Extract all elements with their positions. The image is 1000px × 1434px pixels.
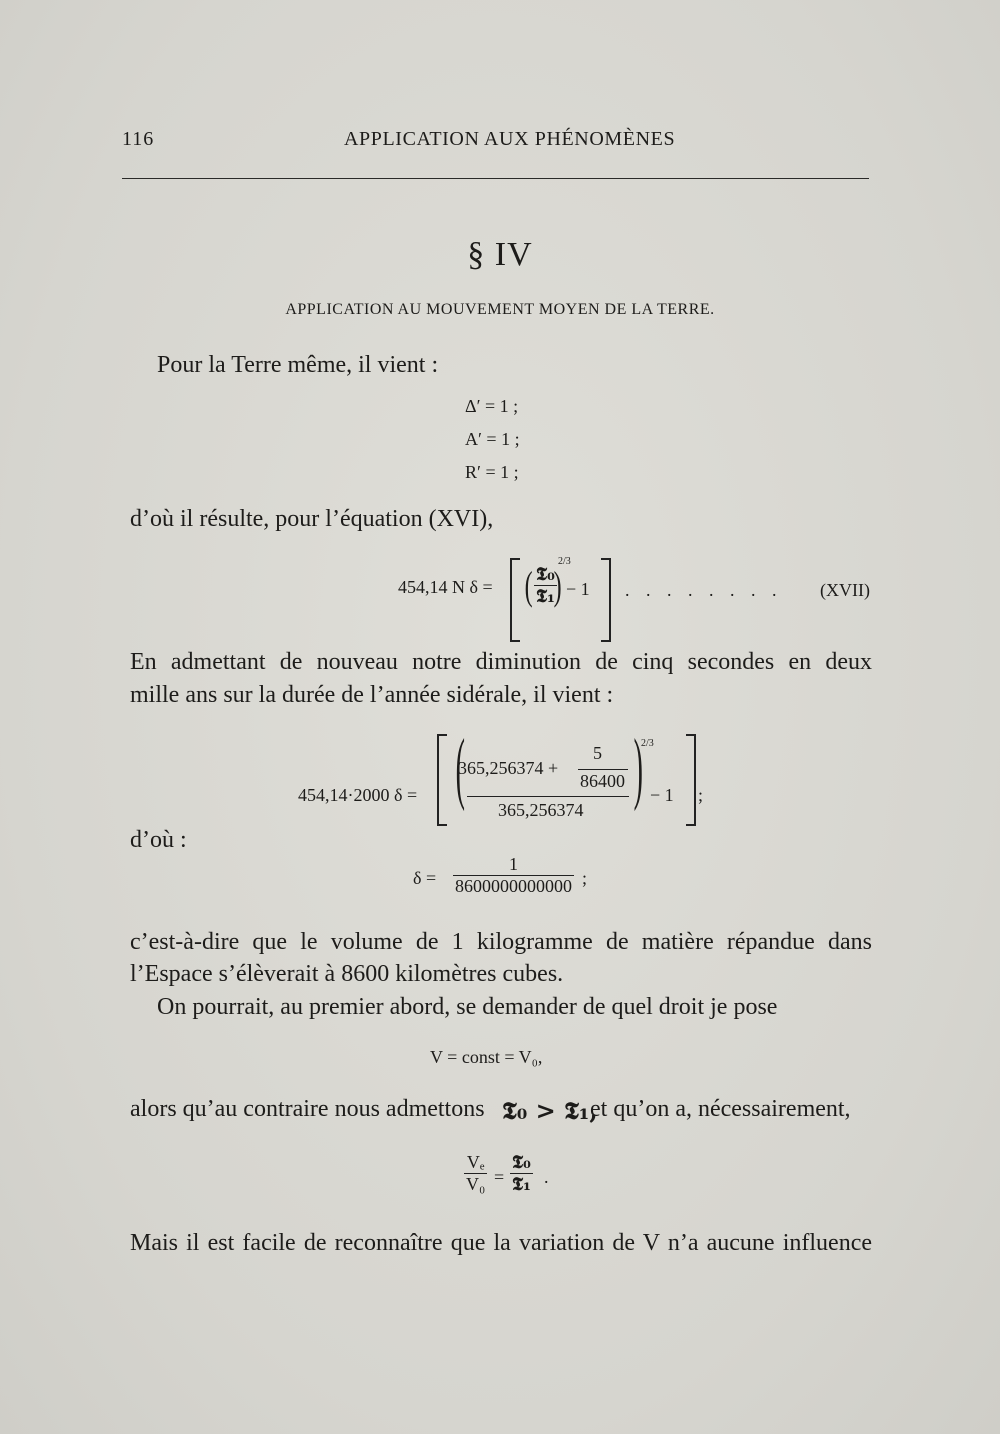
eq2-denominator: 365,256374 [498, 800, 584, 820]
section-number: § IV [467, 236, 533, 273]
eq2-right-bracket [686, 734, 696, 826]
eq5-t0: 𝕿₀ [512, 1152, 531, 1173]
eq17-right-paren: ) [553, 563, 562, 608]
eq3-denominator: 8600000000000 [455, 876, 572, 896]
eq2-inner: 365,256374 + [458, 758, 559, 778]
paragraph-6-end: et qu’on a, nécessairement, [590, 1096, 851, 1122]
eq17-label: (XVII) [820, 580, 870, 600]
page-number: 116 [122, 128, 155, 150]
eq2-small-fraction-bar [578, 769, 628, 770]
paragraph-3-line-1: En admettant de nouveau notre diminution de cinq secondes en deux [130, 649, 872, 675]
eq3-semicolon: ; [582, 868, 588, 888]
eq5-right-fraction [510, 1152, 533, 1195]
eq2-minus-one: − 1 [650, 785, 674, 805]
eq17-lhs: 454,14 N δ = [398, 577, 493, 597]
eq3-numerator: 1 [453, 854, 574, 876]
eq2-main-fraction-bar [467, 796, 629, 797]
eq17-left-bracket [510, 558, 520, 642]
eq2-five: 5 [593, 743, 602, 763]
eq17-minus-one: − 1 [566, 579, 590, 599]
eq3-fraction [453, 854, 574, 897]
eq5-t1: 𝕿₁ [512, 1174, 531, 1195]
paragraph-6-inequality: 𝕿₀ > 𝕿₁, [502, 1096, 598, 1125]
eq2-right-paren: ) [633, 724, 643, 812]
eq2-exponent: 2/3 [641, 738, 654, 749]
eq17-T0: 𝕿₀ [536, 564, 555, 585]
eq17-dots: . . . . . . . . [625, 580, 783, 600]
eq17-T1: 𝕿₁ [536, 586, 555, 607]
eq5-period: . [544, 1167, 549, 1187]
paragraph-4-line-1: c’est-à-dire que le volume de 1 kilogramme de matière répandue dans [130, 929, 872, 955]
paragraph-1: Pour la Terre même, il vient : [157, 352, 439, 378]
eq2-86400: 86400 [580, 771, 625, 791]
eq5-ve: Vₑ [464, 1152, 487, 1174]
eq5-v0: V₀ [466, 1174, 486, 1194]
eq17-left-paren: ( [524, 563, 533, 608]
paragraph-7: Mais il est facile de reconnaître que la variation de V n’a aucune influence [130, 1230, 872, 1256]
eq3-lhs: δ = [413, 868, 437, 888]
eq2-semicolon: ; [698, 785, 704, 805]
eq5-equals: = [494, 1167, 505, 1187]
eq2-left-paren: ( [455, 724, 465, 812]
equation-r: R′ = 1 ; [465, 462, 519, 482]
equation-a: A′ = 1 ; [465, 429, 520, 449]
paragraph-5: On pourrait, au premier abord, se demander de quel droit je pose [157, 994, 778, 1020]
dou-label: d’où : [130, 827, 187, 853]
section-title: APPLICATION AU MOUVEMENT MOYEN DE LA TERRE. [285, 301, 715, 318]
eq17-exponent: 2/3 [558, 556, 571, 567]
running-title: APPLICATION AUX PHÉNOMÈNES [344, 128, 676, 150]
eq17-right-bracket [601, 558, 611, 642]
equation-v-const: V = const = V₀, [430, 1047, 543, 1067]
eq2-left-bracket [437, 734, 447, 826]
paragraph-6-start: alors qu’au contraire nous admettons [130, 1096, 485, 1122]
paragraph-3-line-2: mille ans sur la durée de l’année sidérale, il vient : [130, 682, 614, 708]
eq2-lhs: 454,14·2000 δ = [298, 785, 418, 805]
paragraph-2: d’où il résulte, pour l’équation (XVI), [130, 506, 494, 532]
equation-delta: Δ′ = 1 ; [465, 396, 519, 416]
eq5-left-fraction [464, 1152, 487, 1195]
header-rule [122, 178, 869, 179]
paragraph-4-line-2: l’Espace s’élèverait à 8600 kilomètres cubes. [130, 961, 564, 987]
